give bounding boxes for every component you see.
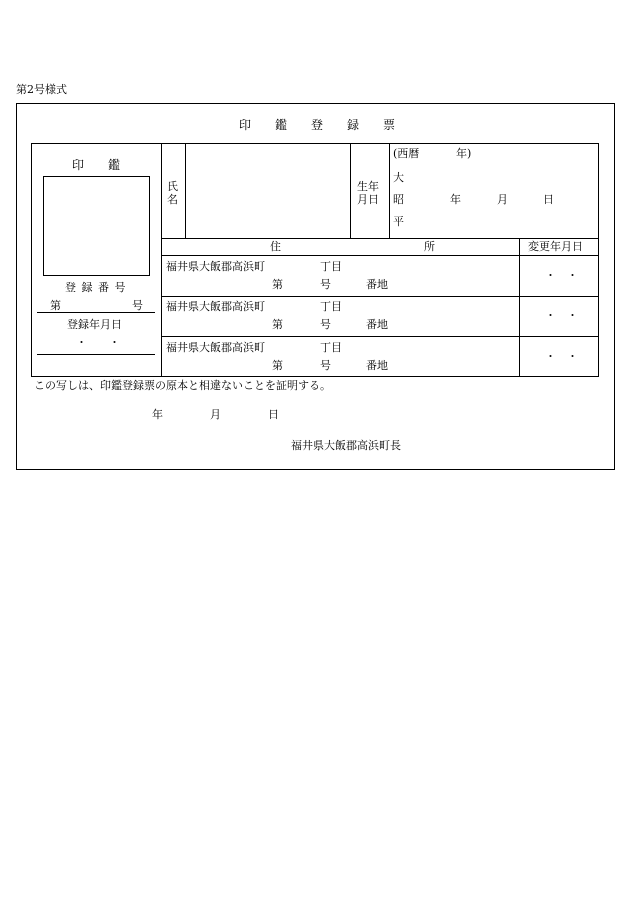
- number-prefix: 第: [50, 299, 61, 312]
- seal-box: [43, 176, 150, 276]
- registration-number-label: 登 録 番 号: [65, 281, 127, 294]
- address-go: 号: [320, 359, 331, 372]
- address-chome: 丁目: [320, 260, 342, 273]
- certification-text: この写しは、印鑑登録票の原本と相違ないことを証明する。: [34, 379, 331, 392]
- change-date: ・ ・: [545, 269, 578, 282]
- cert-year-unit: 年: [152, 408, 163, 421]
- registration-date-label: 登録年月日: [67, 318, 122, 331]
- address-banchi: 番地: [366, 318, 388, 331]
- address-banchi: 番地: [366, 359, 388, 372]
- address-dai: 第: [272, 359, 283, 372]
- registration-date-dots: ・ ・: [76, 336, 120, 349]
- address-town: 福井県大飯郡高浜町: [166, 341, 265, 354]
- page-title: 印 鑑 登 録 票: [239, 118, 396, 132]
- change-date: ・ ・: [545, 309, 578, 322]
- era-heisei: 平: [393, 215, 404, 228]
- birth-day-unit: 日: [543, 193, 554, 206]
- number-underline: [37, 312, 155, 313]
- seal-heading: 印 鑑: [72, 158, 121, 172]
- birth-label: 生年 月日: [357, 180, 379, 206]
- address-header: 住 所: [270, 240, 435, 253]
- change-date-header: 変更年月日: [528, 240, 583, 253]
- address-chome: 丁目: [320, 341, 342, 354]
- address-dai: 第: [272, 318, 283, 331]
- birth-year-unit: 年: [450, 193, 461, 206]
- form-label: 第2号様式: [16, 83, 67, 96]
- birth-month-unit: 月: [497, 193, 508, 206]
- seireki-label: (西暦: [393, 147, 420, 160]
- address-go: 号: [320, 278, 331, 291]
- era-showa: 昭: [393, 193, 404, 206]
- number-suffix: 号: [132, 299, 143, 312]
- cert-day-unit: 日: [268, 408, 279, 421]
- cert-month-unit: 月: [210, 408, 221, 421]
- name-label: 氏 名: [167, 180, 178, 206]
- era-taisho: 大: [393, 171, 404, 184]
- address-town: 福井県大飯郡高浜町: [166, 260, 265, 273]
- date-underline: [37, 354, 155, 355]
- name-field[interactable]: [187, 145, 349, 237]
- change-date: ・ ・: [545, 350, 578, 363]
- address-chome: 丁目: [320, 300, 342, 313]
- address-dai: 第: [272, 278, 283, 291]
- address-banchi: 番地: [366, 278, 388, 291]
- seireki-year-close: 年): [456, 147, 472, 160]
- address-town: 福井県大飯郡高浜町: [166, 300, 265, 313]
- address-go: 号: [320, 318, 331, 331]
- mayor-signature: 福井県大飯郡高浜町長: [291, 439, 401, 452]
